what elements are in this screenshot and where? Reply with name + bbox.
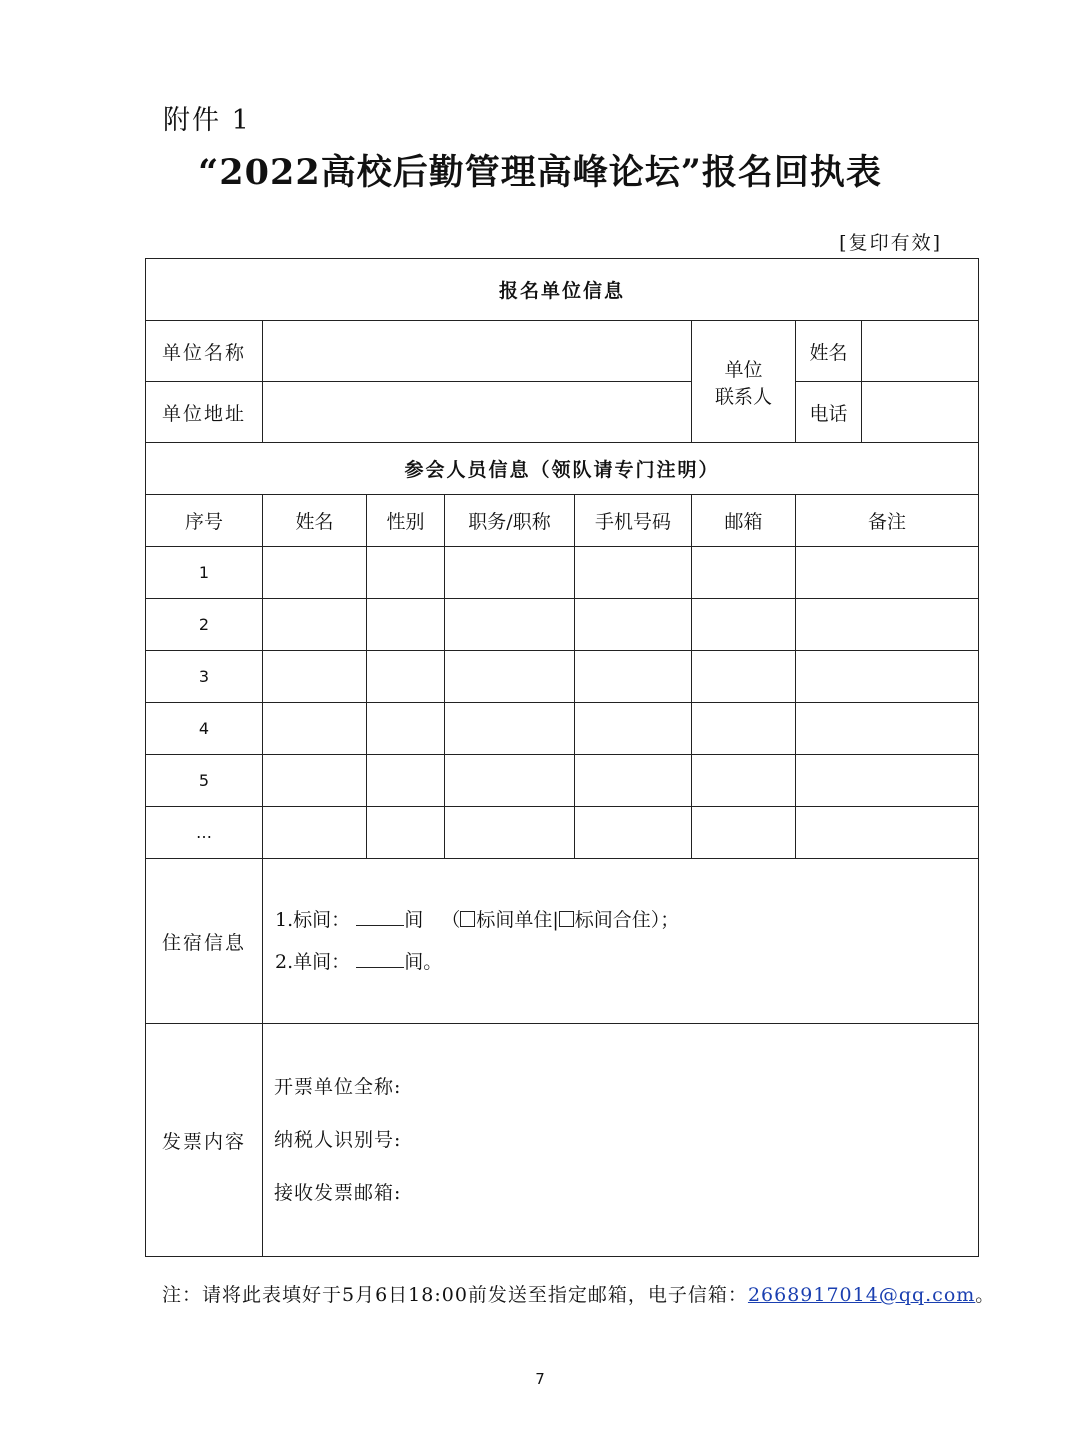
checkbox-twin-single[interactable] <box>460 911 475 927</box>
table-row <box>146 755 979 807</box>
unit-address-label: 单位地址 <box>146 382 263 443</box>
single-room-label: 2.单间： <box>275 951 351 973</box>
row-index: 1 <box>146 547 263 599</box>
unit-name-field[interactable] <box>263 321 692 382</box>
cell-email[interactable] <box>692 651 796 703</box>
twin-shared-option: 标间合住 <box>574 909 651 931</box>
cell-gender[interactable] <box>367 599 445 651</box>
cell-mobile[interactable] <box>575 703 692 755</box>
cell-title[interactable] <box>445 547 575 599</box>
row-index: 3 <box>146 651 263 703</box>
cell-gender[interactable] <box>367 703 445 755</box>
unit-contact-label <box>692 321 796 443</box>
contact-name-field[interactable] <box>862 321 979 382</box>
footer-note-text: 注：请将此表填好于5月6日18:00前发送至指定邮箱，电子信箱： <box>162 1284 748 1306</box>
twin-room-unit: 间 <box>404 909 424 931</box>
invoice-company-name[interactable]: 开票单位全称: <box>274 1075 402 1098</box>
cell-gender[interactable] <box>367 807 445 859</box>
single-room-unit: 间。 <box>404 951 443 973</box>
invoice-email[interactable]: 接收发票邮箱: <box>274 1181 402 1204</box>
row-index: 5 <box>146 755 263 807</box>
cell-title[interactable] <box>445 703 575 755</box>
contact-label-line2: 联系人 <box>714 385 772 408</box>
cell-mobile[interactable] <box>575 547 692 599</box>
cell-mobile[interactable] <box>575 755 692 807</box>
cell-title[interactable] <box>445 599 575 651</box>
cell-gender[interactable] <box>367 755 445 807</box>
footer-note <box>162 1280 995 1307</box>
registration-form-table <box>145 258 979 1257</box>
cell-mobile[interactable] <box>575 807 692 859</box>
page-title: “2022高校后勤管理高峰论坛”报名回执表 <box>198 152 882 193</box>
contact-phone-field[interactable] <box>862 382 979 443</box>
contact-email-link[interactable]: 2668917014@qq.com <box>747 1284 976 1306</box>
col-header-mobile: 手机号码 <box>575 495 692 547</box>
cell-gender[interactable] <box>367 651 445 703</box>
col-header-email: 邮箱 <box>692 495 796 547</box>
cell-email[interactable] <box>692 755 796 807</box>
cell-remarks[interactable] <box>796 703 979 755</box>
cell-name[interactable] <box>263 547 367 599</box>
cell-title[interactable] <box>445 807 575 859</box>
cell-email[interactable] <box>692 703 796 755</box>
lodging-line-twin <box>275 899 978 941</box>
twin-single-option: 标间单住 <box>476 909 553 931</box>
options-separator: | <box>552 909 559 931</box>
contact-label-line1: 单位 <box>724 358 763 381</box>
row-index: … <box>146 807 263 859</box>
cell-remarks[interactable] <box>796 651 979 703</box>
lodging-label: 住宿信息 <box>146 859 263 1024</box>
cell-name[interactable] <box>263 703 367 755</box>
row-index: 2 <box>146 599 263 651</box>
cell-email[interactable] <box>692 807 796 859</box>
invoice-tax-id[interactable]: 纳税人识别号: <box>274 1128 402 1151</box>
col-header-remarks: 备注 <box>796 495 979 547</box>
row-index: 4 <box>146 703 263 755</box>
cell-mobile[interactable] <box>575 651 692 703</box>
col-header-gender: 性别 <box>367 495 445 547</box>
lodging-content <box>263 859 979 1024</box>
cell-name[interactable] <box>263 599 367 651</box>
contact-phone-label: 电话 <box>796 382 862 443</box>
cell-gender[interactable] <box>367 547 445 599</box>
table-row <box>146 599 979 651</box>
invoice-label: 发票内容 <box>146 1024 263 1257</box>
checkbox-twin-shared[interactable] <box>559 911 574 927</box>
col-header-index: 序号 <box>146 495 263 547</box>
cell-remarks[interactable] <box>796 807 979 859</box>
cell-name[interactable] <box>263 651 367 703</box>
col-header-title: 职务/职称 <box>445 495 575 547</box>
lodging-line-single <box>275 941 978 983</box>
table-row <box>146 703 979 755</box>
cell-name[interactable] <box>263 755 367 807</box>
attachment-label: 附件 1 <box>163 105 251 136</box>
col-header-name: 姓名 <box>263 495 367 547</box>
copy-valid-note: [复印有效] <box>839 232 942 254</box>
unit-section-header: 报名单位信息 <box>146 259 979 321</box>
cell-mobile[interactable] <box>575 599 692 651</box>
twin-room-label: 1.标间： <box>275 909 351 931</box>
cell-email[interactable] <box>692 547 796 599</box>
invoice-content <box>263 1024 979 1257</box>
footer-note-end: 。 <box>975 1284 996 1306</box>
table-row <box>146 547 979 599</box>
cell-remarks[interactable] <box>796 599 979 651</box>
page-number: 7 <box>535 1370 545 1388</box>
cell-remarks[interactable] <box>796 755 979 807</box>
cell-email[interactable] <box>692 599 796 651</box>
contact-name-label: 姓名 <box>796 321 862 382</box>
twin-room-count-blank[interactable] <box>356 905 404 926</box>
attendee-section-header: 参会人员信息（领队请专门注明） <box>146 443 979 495</box>
cell-title[interactable] <box>445 755 575 807</box>
table-row <box>146 651 979 703</box>
cell-name[interactable] <box>263 807 367 859</box>
twin-options-close: ）； <box>650 909 680 931</box>
twin-options-open: （ <box>441 909 461 931</box>
single-room-count-blank[interactable] <box>356 947 404 968</box>
cell-title[interactable] <box>445 651 575 703</box>
unit-name-label: 单位名称 <box>146 321 263 382</box>
unit-address-field[interactable] <box>263 382 692 443</box>
table-row <box>146 807 979 859</box>
cell-remarks[interactable] <box>796 547 979 599</box>
